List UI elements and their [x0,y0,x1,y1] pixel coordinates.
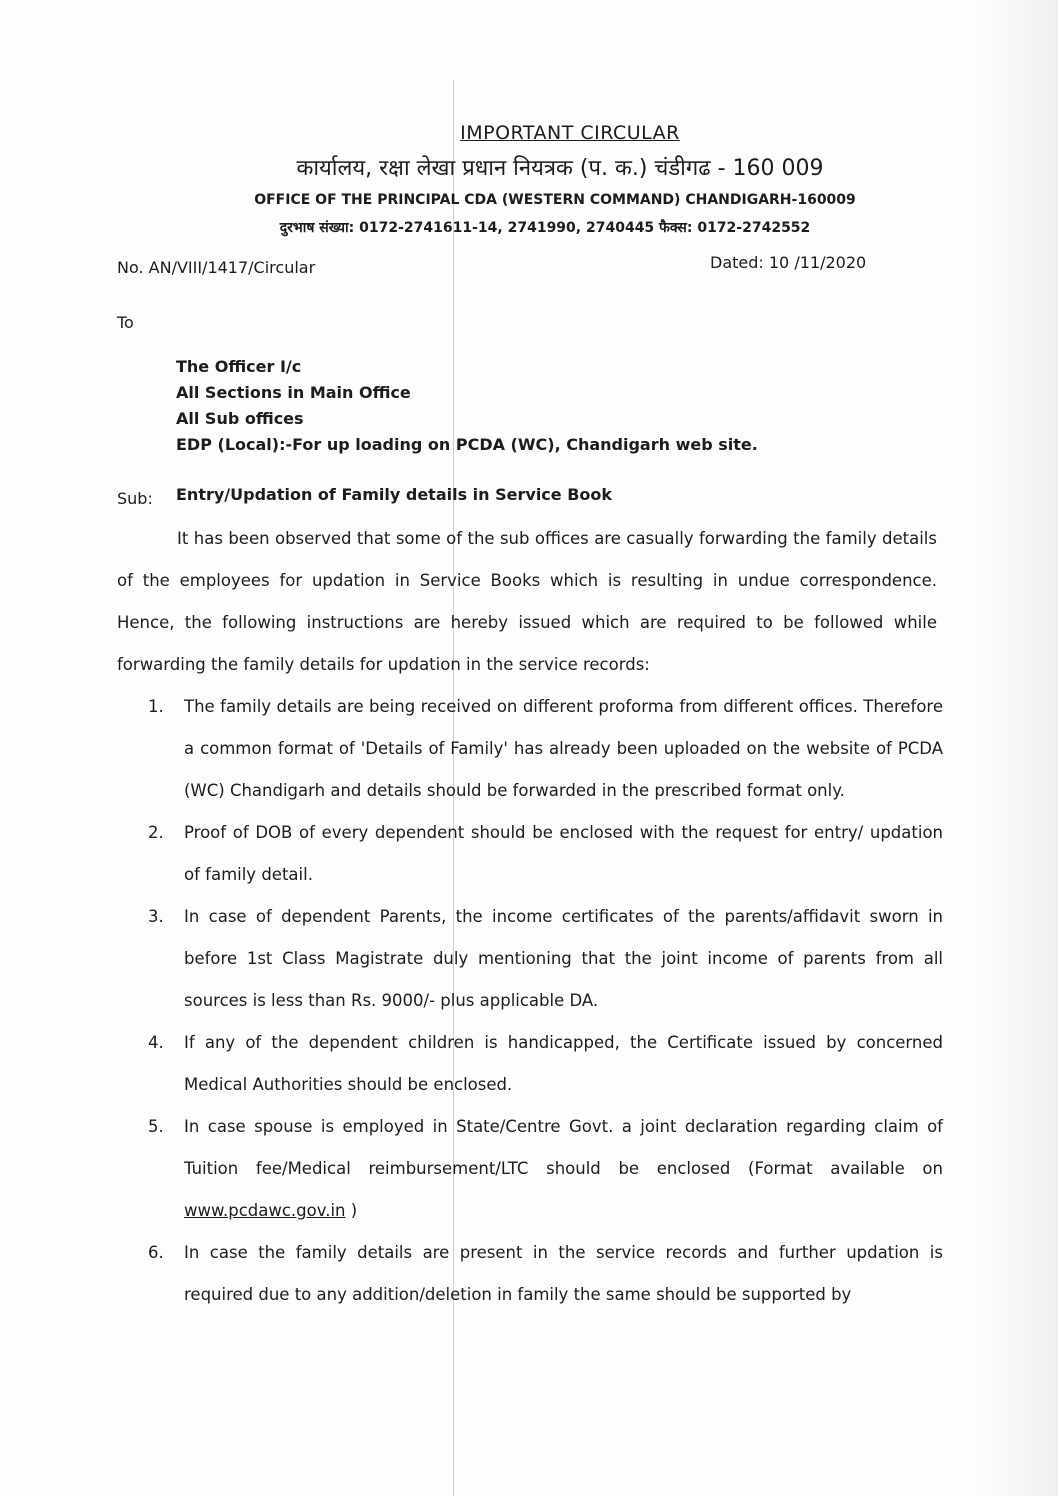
item-number: 5. [148,1117,164,1136]
intro-paragraph: It has been observed that some of the sub offices are casually forwarding the family details of the employees for updation in Service Books which is resulting in undue correspondence. Hence, the following instructions are hereby issued which are required to be followed while forwarding the family details for updation in the service records: [117,529,937,674]
date-line: Dated: 10 /11/2020 [710,253,867,272]
item-text: If any of the dependent children is handicapped, the Certificate issued by concerned Medical Authorities should be enclosed. [184,1033,943,1094]
item-text: In case the family details are present in the service records and further updation is required due to any addition/deletion in family the same should be supported by [184,1243,943,1304]
list-item [148,1106,943,1232]
addressee-line: The Officer I/c [176,357,302,376]
instruction-list [148,686,943,1316]
item-number: 2. [148,823,164,842]
list-item [148,1232,943,1316]
addressee-block [176,354,758,458]
item-text: Proof of DOB of every dependent should be enclosed with the request for entry/ updation of family detail. [184,823,943,884]
hindi-office-heading: कार्यालय, रक्षा लेखा प्रधान नियत्रक (प. क.) चंडीगढ - 160 009 [296,156,824,181]
item-text-closing: ) [350,1201,358,1220]
item-text: In case of dependent Parents, the income certificates of the parents/affidavit sworn in before 1st Class Magistrate duly mentioning that the joint income of parents from all sources is less than Rs. 9000/- plus applicable DA. [184,907,943,1010]
item-number: 1. [148,697,164,716]
list-item [148,686,943,812]
list-item [148,1022,943,1106]
addressee-line: EDP (Local):-For up loading on PCDA (WC), Chandigarh web site. [176,435,758,454]
website-link[interactable]: www.pcdawc.gov.in [184,1201,346,1220]
subject-label: Sub: [117,489,153,508]
list-item [148,812,943,896]
list-item [148,896,943,1022]
circular-title: IMPORTANT CIRCULAR [460,122,680,144]
reference-number: No. AN/VIII/1417/Circular [117,258,316,277]
subject-text: Entry/Updation of Family details in Service Book [176,485,613,504]
office-name: OFFICE OF THE PRINCIPAL CDA (WESTERN COMMAND) CHANDIGARH-160009 [254,192,856,208]
addressee-line: All Sections in Main Office [176,383,411,402]
item-number: 6. [148,1243,164,1262]
phone-fax-line: दुरभाष संख्या: 0172-2741611-14, 2741990, 2740445 फैक्स: 0172-2742552 [279,220,811,236]
addressee-line: All Sub offices [176,409,304,428]
item-text: The family details are being received on different proforma from different offices. Therefore a common format of 'Details of Family' has already been uploaded on the website of PCDA (WC) Chandigarh and details should be forwarded in the prescribed format only. [184,697,943,800]
item-number: 4. [148,1033,164,1052]
item-number: 3. [148,907,164,926]
scan-edge-shadow [978,0,1058,1496]
item-text: In case spouse is employed in State/Centre Govt. a joint declaration regarding claim of Tuition fee/Medical reimbursement/LTC should be enclosed (Format available on [184,1117,943,1178]
to-label: To [117,313,134,332]
